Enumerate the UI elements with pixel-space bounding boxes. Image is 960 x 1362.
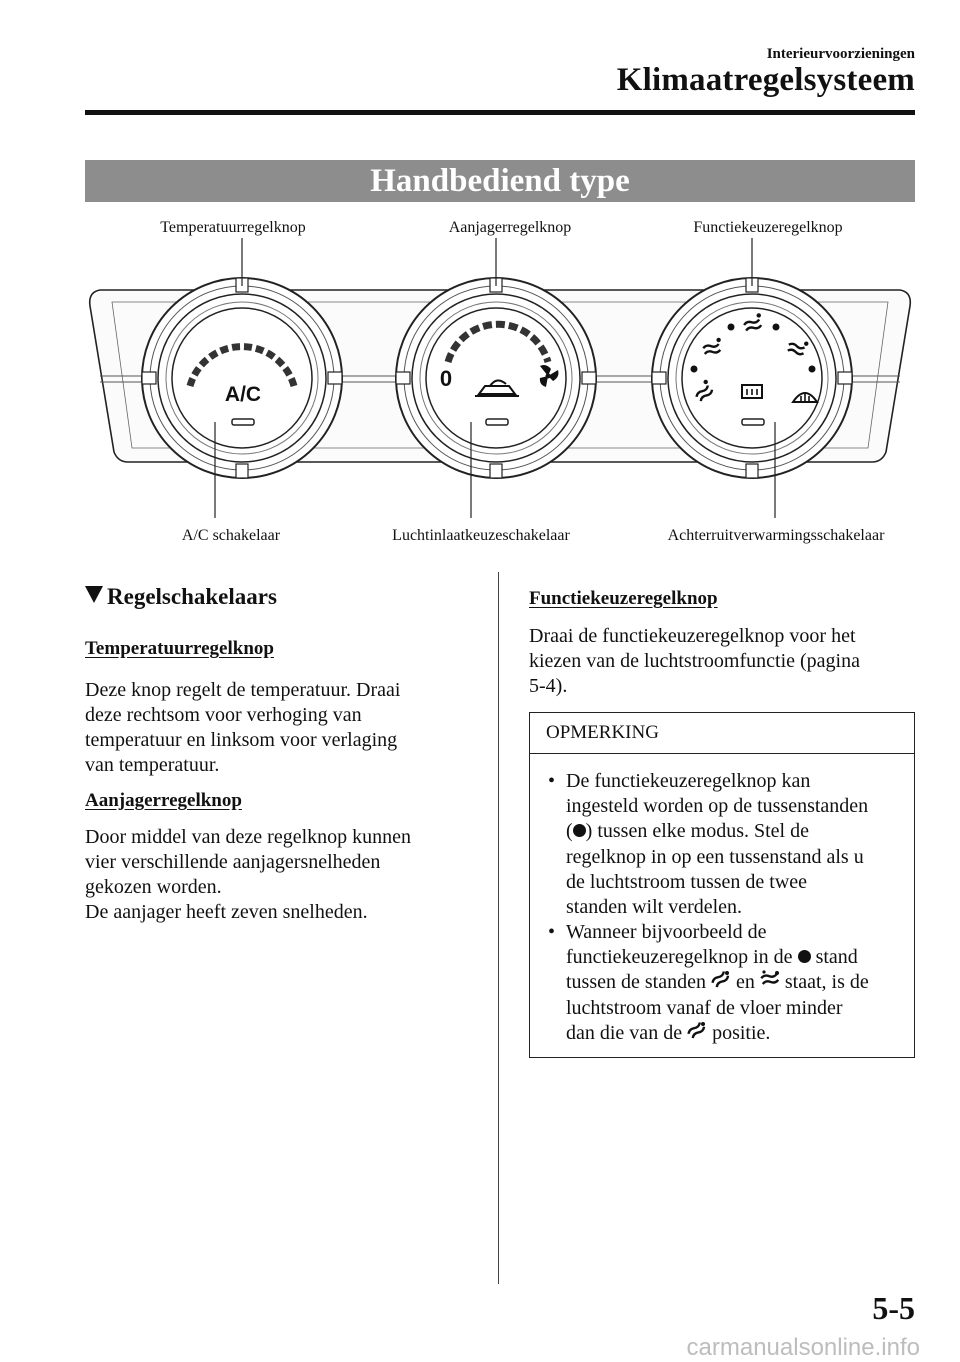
floor-defrost-mode-icon: [760, 970, 780, 990]
note-item-2: • Wanneer bijvoorbeeld de functiekeuzeregelknop in de stand tussen de standen en staat, is de luchtstroom vanaf de vloer minder dan die van de positie.: [548, 921, 869, 1044]
header-rule: [85, 110, 915, 115]
fan-zero-label: 0: [439, 366, 453, 391]
callout-temperature-knob: Temperatuurregelknop: [160, 219, 306, 236]
column-divider: [498, 572, 499, 1284]
temperature-knob[interactable]: [142, 278, 342, 478]
callout-rear-defroster-switch: Achterruitverwarmingsschakelaar: [667, 527, 885, 544]
callout-mode-knob: Functiekeuzeregelknop: [693, 219, 843, 236]
page-number: 5-5: [872, 1290, 915, 1326]
header-chapter: Klimaatregelsysteem: [616, 62, 915, 98]
fan-paragraph: Door middel van deze regelknop kunnen vier verschillende aanjagersnelheden gekozen worden. De aanjager heeft zeven snelheden.: [85, 826, 412, 923]
rear-defroster-switch[interactable]: [742, 419, 764, 425]
callout-fan-knob: Aanjagerregelknop: [448, 219, 572, 236]
mode-heading: Functiekeuzeregelknop: [529, 588, 718, 609]
callout-ac-switch: A/C schakelaar: [181, 527, 281, 544]
air-intake-switch[interactable]: [486, 419, 508, 425]
fan-knob[interactable]: [396, 278, 596, 478]
header-section: Interieurvoorzieningen: [766, 46, 915, 62]
section-heading: Regelschakelaars: [85, 584, 277, 610]
floor-mode-icon: [711, 970, 731, 990]
fan-heading: Aanjagerregelknop: [85, 790, 242, 811]
intermediate-dot-icon: [798, 950, 811, 963]
note-title: OPMERKING: [530, 713, 914, 754]
ac-switch[interactable]: [232, 419, 254, 425]
intermediate-dot-icon: [573, 824, 586, 837]
temperature-paragraph: Deze knop regelt de temperatuur. Draai deze rechtsom voor verhoging van temperatuur en linksom voor verlaging van temperatuur.: [85, 679, 401, 776]
watermark: carmanualsonline.info: [686, 1334, 920, 1361]
note-box: [529, 712, 915, 1058]
floor-mode-icon: [687, 1021, 707, 1041]
ac-label: A/C: [224, 383, 262, 406]
note-item-1: • De functiekeuzeregelknop kan ingesteld worden op de tussenstanden ( ) tussen elke modus. Stel de regelknop in op een tussenstand als u de luchtstroom tussen de twee standen wilt verdelen.: [548, 770, 869, 919]
triangle-bullet-icon: [85, 586, 103, 603]
temperature-heading: Temperatuurregelknop: [85, 638, 274, 659]
callout-air-intake-switch: Luchtinlaatkeuzeschakelaar: [392, 527, 570, 544]
mode-paragraph: Draai de functiekeuzeregelknop voor het kiezen van de luchtstroomfunctie (pagina 5-4).: [529, 625, 860, 697]
mode-knob[interactable]: [652, 278, 852, 478]
section-banner: Handbediend type: [85, 160, 915, 202]
climate-control-panel-diagram: [85, 215, 915, 520]
